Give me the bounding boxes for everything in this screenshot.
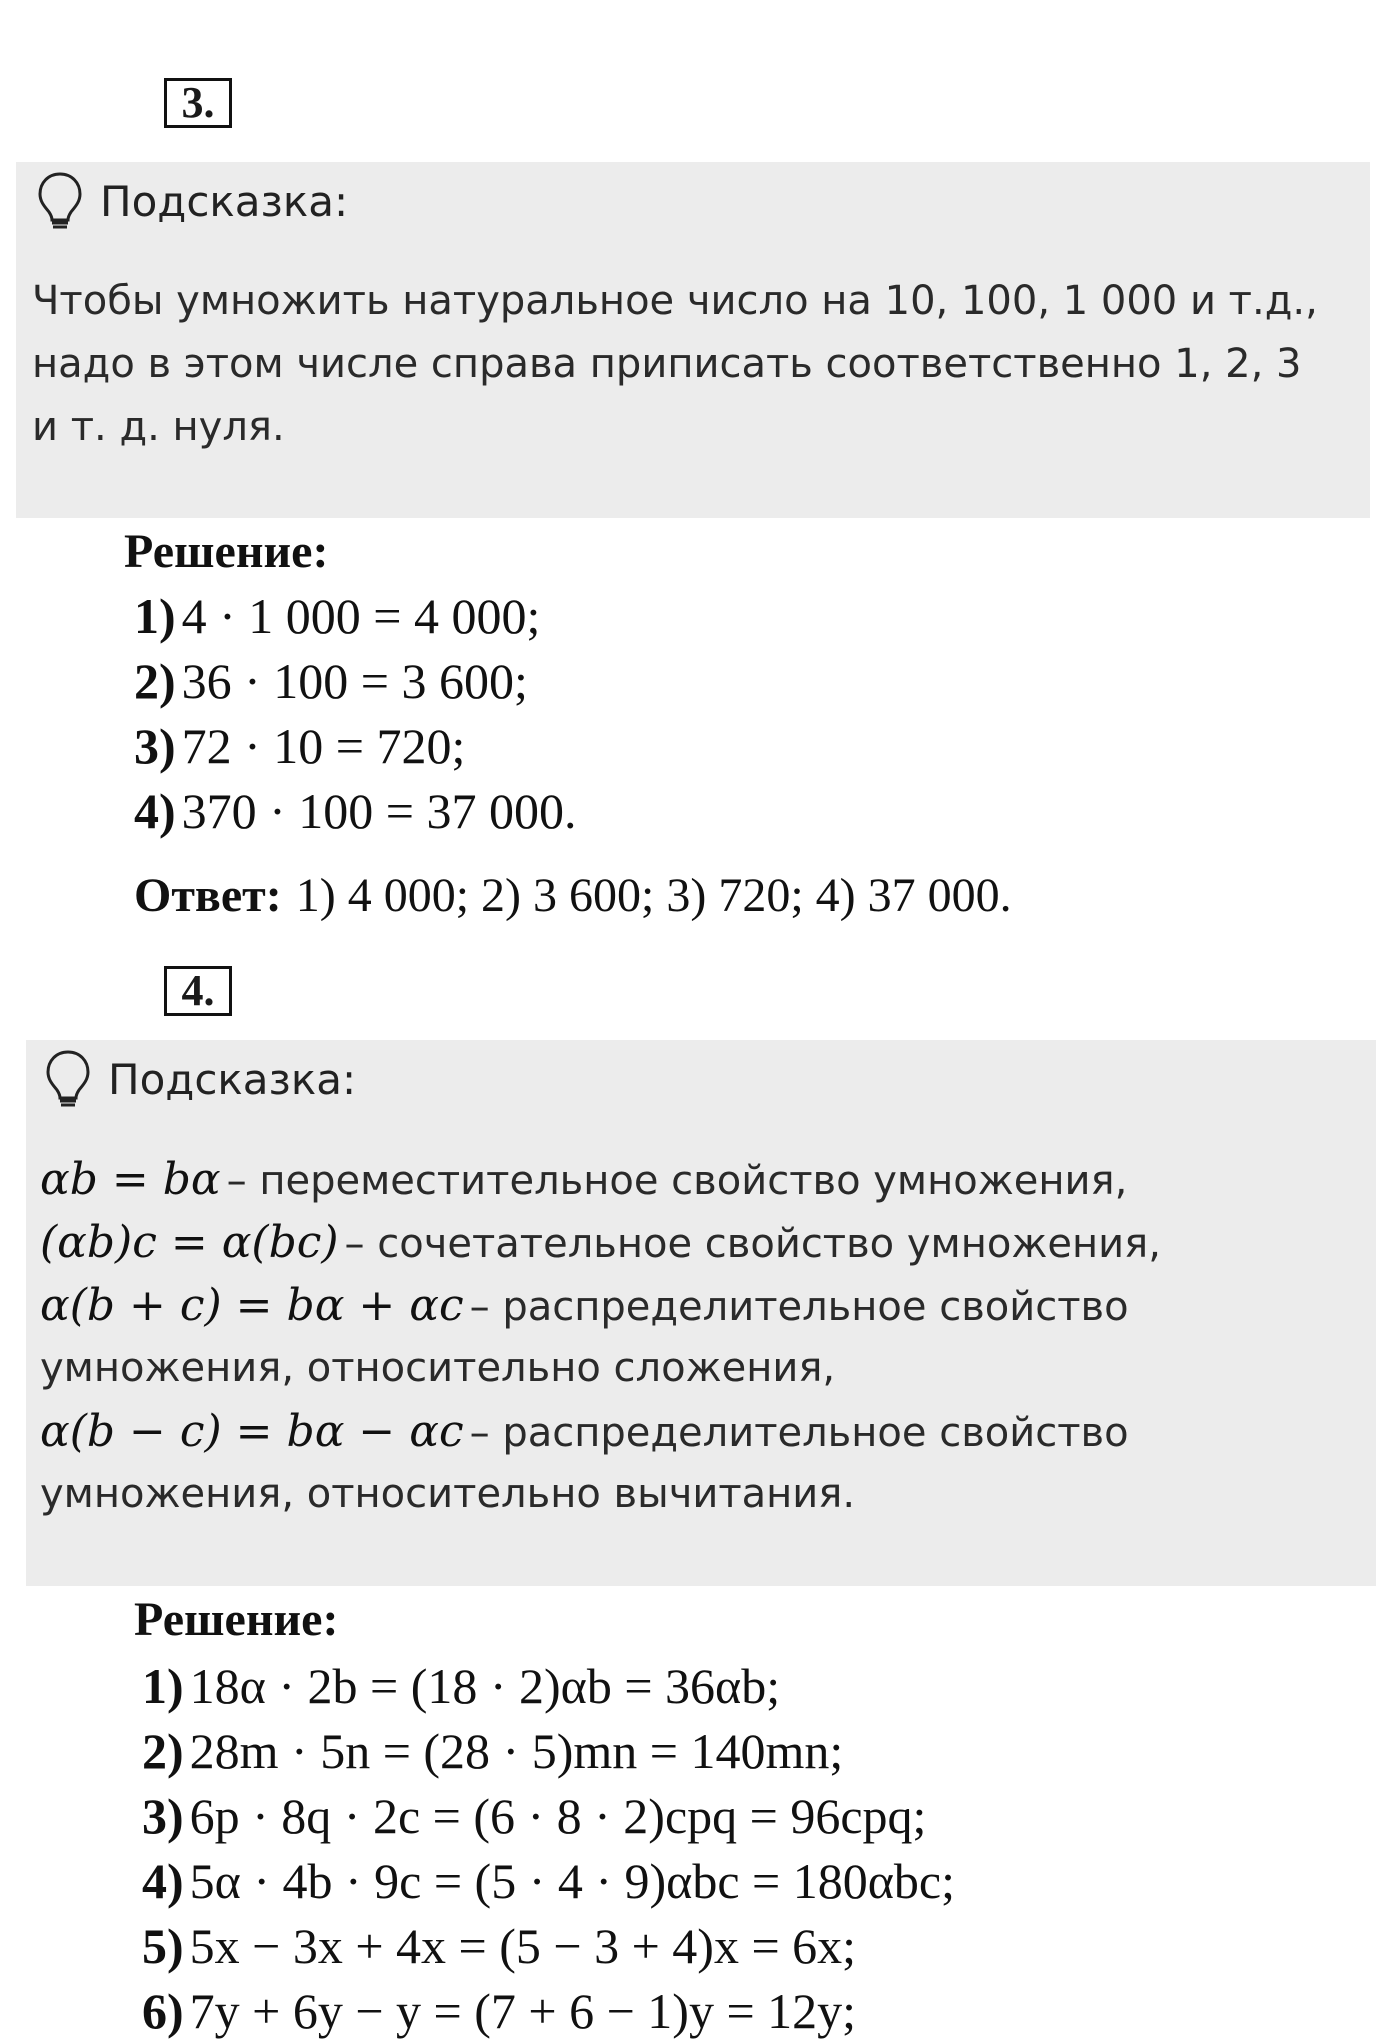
hint-line-text: умножения, относительно вычитания. [40,1471,856,1517]
solution-item-label: 6) [142,1983,184,2039]
hint-line [40,1463,1161,1526]
answer-text: 1) 4 000; 2) 3 600; 3) 720; 4) 37 000. [295,869,1012,922]
solution-item-label: 4) [142,1853,184,1909]
hint-line [40,1211,1161,1274]
solution-list [134,584,577,844]
solution-item-expr: 18α · 2b = (18 · 2)αb = 36αb; [189,1658,781,1714]
solution-item [134,649,577,714]
hint-line [40,1274,1161,1337]
hint-text [32,270,1318,459]
solution-item-label: 3) [134,718,176,774]
solution-item [134,584,577,649]
hint-formula: (αb)c = α(bc) [40,1217,339,1268]
hint-header [36,170,348,232]
hint-title: Подсказка: [108,1054,357,1104]
solution-item [142,1719,955,1784]
solution-item-expr: 4 · 1 000 = 4 000; [181,588,541,644]
hint-line-text: – распределительное свойство [469,1410,1129,1456]
hint-line [40,1337,1161,1400]
hint-formula: α(b − c) = bα − αc [40,1406,464,1457]
lightbulb-icon [44,1048,92,1110]
solution-item-expr: 7y + 6y − y = (7 + 6 − 1)y = 12y; [189,1983,857,2039]
solution-item [142,1654,955,1719]
solution-item-expr: 36 · 100 = 3 600; [181,653,528,709]
hint-line-text: – переместительное свойство умножения, [226,1158,1128,1204]
hint-line: надо в этом числе справа приписать соответственно 1, 2, 3 [32,341,1302,387]
task-number: 4. [181,966,215,1015]
solution-title: Решение: [124,525,329,578]
hint-formula: αb = bα [40,1154,221,1205]
solution-item-label: 2) [134,653,176,709]
solution-item-expr: 5α · 4b · 9c = (5 · 4 · 9)αbc = 180αbc; [189,1853,956,1909]
task-number: 3. [181,78,215,127]
hint-header [44,1048,356,1110]
hint-line-text: умножения, относительно сложения, [40,1345,836,1391]
hint-line [40,1400,1161,1463]
hint-formula: α(b + c) = bα + αc [40,1280,464,1331]
answer [134,868,1012,923]
hint-title: Подсказка: [100,176,349,226]
lightbulb-icon [36,170,84,232]
solution-item-label: 3) [142,1788,184,1844]
task-number-box [164,966,232,1016]
solution-item [134,779,577,844]
solution-item [134,714,577,779]
solution-item-expr: 72 · 10 = 720; [181,718,466,774]
solution-item [142,1784,955,1849]
answer-label: Ответ: [134,869,282,922]
solution-item-expr: 5x − 3x + 4x = (5 − 3 + 4)x = 6x; [189,1918,857,1974]
solution-item-label: 5) [142,1918,184,1974]
hint-line-text: – распределительное свойство [469,1284,1129,1330]
task-number-box [164,78,232,128]
hint-line [40,1148,1161,1211]
hint-line-text: – сочетательное свойство умножения, [344,1221,1161,1267]
solution-item-label: 1) [142,1658,184,1714]
hint-text [40,1148,1161,1526]
hint-line: и т. д. нуля. [32,404,285,450]
solution-item-expr: 370 · 100 = 37 000. [181,783,577,839]
solution-item-label: 2) [142,1723,184,1779]
solution-title: Решение: [134,1593,339,1646]
solution-item [142,1849,955,1914]
solution-item [142,1914,955,1979]
solution-item [142,1979,955,2044]
solution-item-expr: 6p · 8q · 2c = (6 · 8 · 2)cpq = 96cpq; [189,1788,927,1844]
hint-line: Чтобы умножить натуральное число на 10, 100, 1 000 и т.д., [32,278,1318,324]
solution-list [142,1654,955,2044]
solution-item-label: 1) [134,588,176,644]
solution-item-label: 4) [134,783,176,839]
solution-item-expr: 28m · 5n = (28 · 5)mn = 140mn; [189,1723,844,1779]
